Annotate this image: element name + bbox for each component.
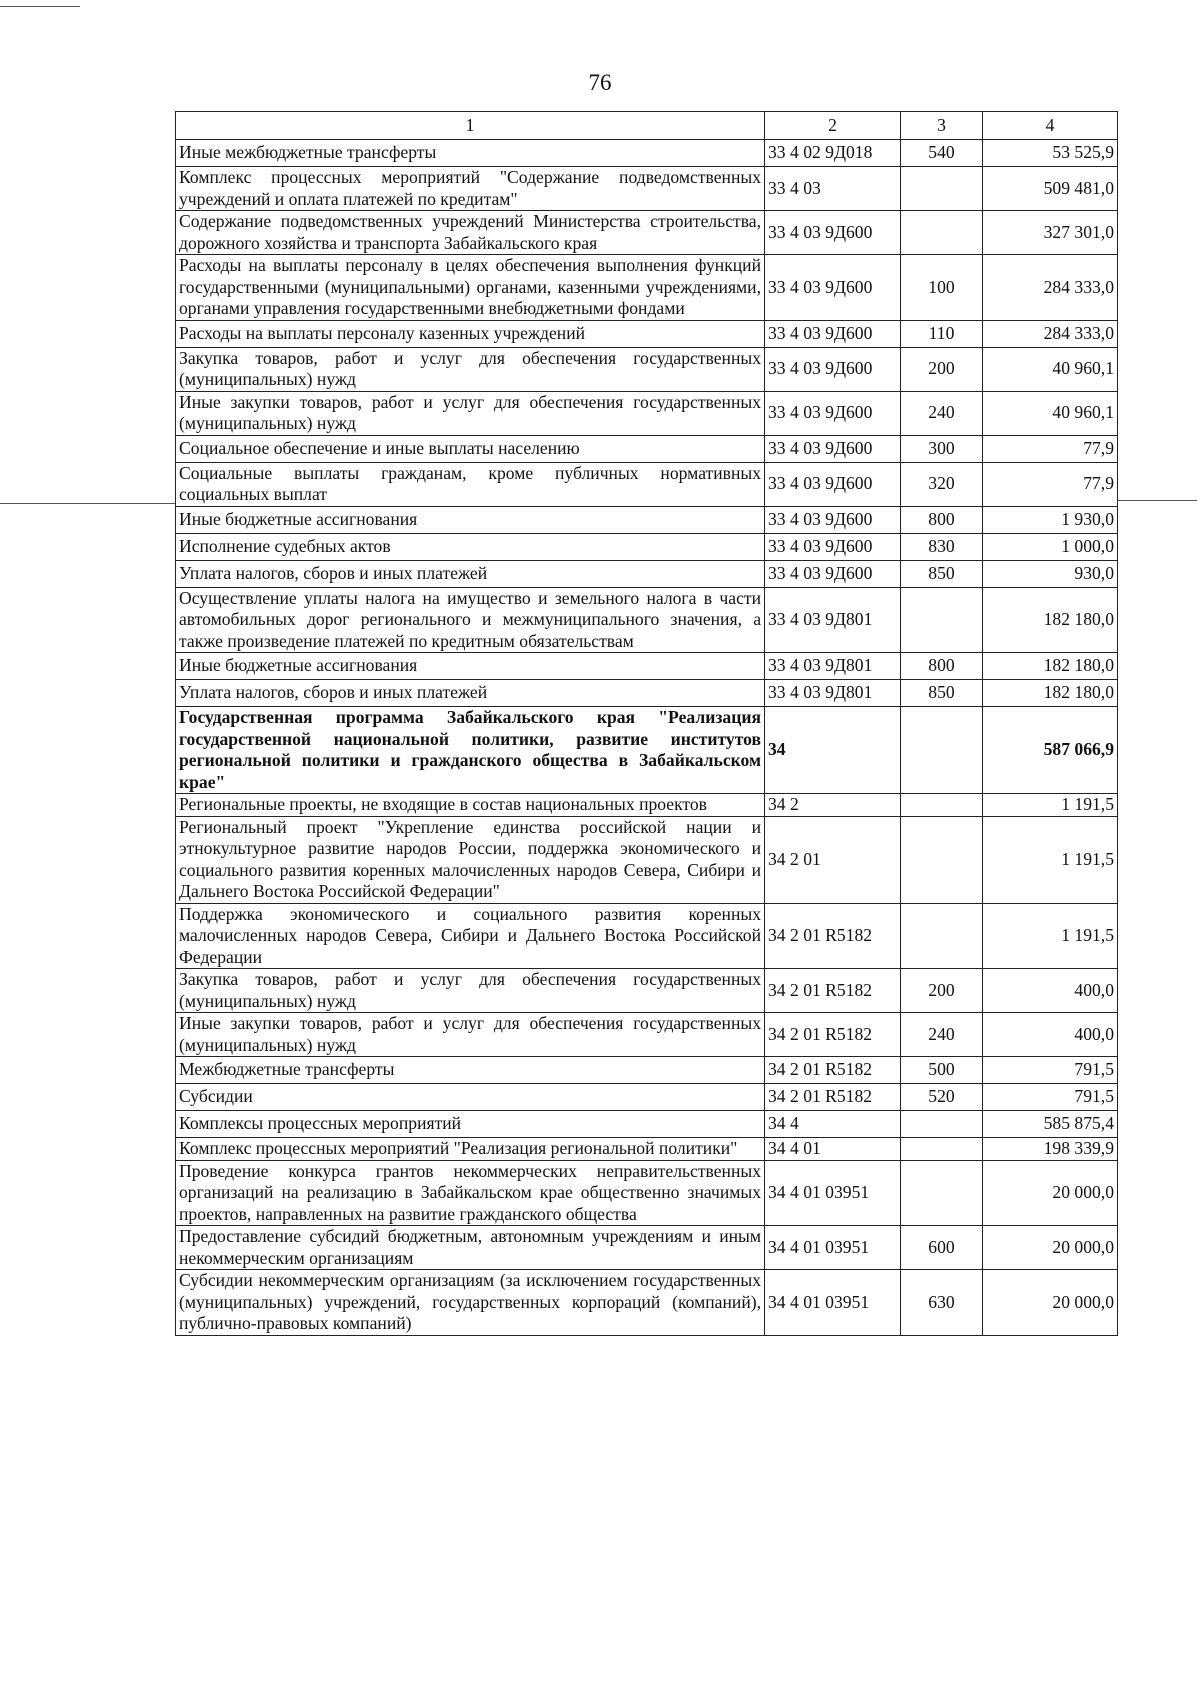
table-row [176,347,1118,391]
table-row [176,653,1118,680]
row-amount: 284 333,0 [983,255,1118,321]
row-amount: 509 481,0 [983,167,1118,211]
row-amount: 791,5 [983,1057,1118,1084]
row-amount: 77,9 [983,435,1118,462]
row-code: 33 4 03 [765,167,901,211]
table-row [176,560,1118,587]
row-expense-type [901,211,983,255]
row-expense-type [901,816,983,903]
row-code: 33 4 03 9Д801 [765,587,901,653]
row-expense-type: 520 [901,1084,983,1111]
row-amount: 182 180,0 [983,653,1118,680]
row-description: Региональные проекты, не входящие в состав национальных проектов [176,794,765,817]
row-expense-type [901,707,983,794]
column-header-description: 1 [176,112,765,140]
row-expense-type: 600 [901,1226,983,1270]
row-code: 34 4 01 03951 [765,1226,901,1270]
table-row [176,255,1118,321]
row-code: 33 4 03 9Д600 [765,462,901,506]
row-code: 33 4 03 9Д801 [765,680,901,707]
row-expense-type: 630 [901,1270,983,1336]
row-code: 33 4 03 9Д600 [765,506,901,533]
table-row [176,1057,1118,1084]
row-description: Проведение конкурса грантов некоммерческих неправительственных организаций на реализацию в Забайкальском крае общественно значимых проектов, направленных на развитие гражданского общества [176,1160,765,1226]
row-description: Исполнение судебных актов [176,533,765,560]
table-row [176,1013,1118,1057]
row-code: 34 2 01 [765,816,901,903]
table-row [176,903,1118,969]
row-description: Субсидии некоммерческим организациям (за исключением государственных (муниципальных) учреждений, государственных корпораций (компаний), публично-правовых компаний) [176,1270,765,1336]
row-description: Содержание подведомственных учреждений Министерства строительства, дорожного хозяйства и транспорта Забайкальского края [176,211,765,255]
row-description: Иные бюджетные ассигнования [176,506,765,533]
table-row [176,1084,1118,1111]
row-expense-type: 540 [901,140,983,167]
scan-mark [0,6,80,7]
row-description: Иные закупки товаров, работ и услуг для обеспечения государственных (муниципальных) нужд [176,1013,765,1057]
row-code: 33 4 03 9Д600 [765,211,901,255]
row-description: Поддержка экономического и социального развития коренных малочисленных народов Севера, Сибири и Дальнего Востока Российской Федерации [176,903,765,969]
row-description: Комплексы процессных мероприятий [176,1111,765,1138]
row-description: Комплекс процессных мероприятий "Реализация региональной политики" [176,1138,765,1161]
row-amount: 40 960,1 [983,347,1118,391]
row-amount: 198 339,9 [983,1138,1118,1161]
table-row [176,533,1118,560]
row-expense-type: 850 [901,560,983,587]
row-amount: 930,0 [983,560,1118,587]
row-code: 34 2 01 R5182 [765,969,901,1013]
row-code: 34 4 [765,1111,901,1138]
row-description: Осуществление уплаты налога на имущество и земельного налога в части автомобильных дорог регионального и межмуниципального значения, а также произведение платежей по кредитным обязательствам [176,587,765,653]
row-expense-type: 240 [901,391,983,435]
row-amount: 40 960,1 [983,391,1118,435]
row-expense-type: 200 [901,969,983,1013]
row-code: 33 4 03 9Д600 [765,255,901,321]
row-code: 33 4 03 9Д600 [765,347,901,391]
row-amount: 182 180,0 [983,587,1118,653]
row-amount: 284 333,0 [983,320,1118,347]
table-row [176,680,1118,707]
row-code: 34 [765,707,901,794]
row-amount: 20 000,0 [983,1226,1118,1270]
row-amount: 791,5 [983,1084,1118,1111]
row-amount: 77,9 [983,462,1118,506]
row-description: Расходы на выплаты персоналу в целях обеспечения выполнения функций государственными (муниципальными) органами, казенными учреждениями, органами управления государственными внебюджетными фондами [176,255,765,321]
row-description: Иные бюджетные ассигнования [176,653,765,680]
row-code: 34 4 01 03951 [765,1160,901,1226]
row-amount: 1 191,5 [983,903,1118,969]
row-description: Уплата налогов, сборов и иных платежей [176,680,765,707]
row-code: 33 4 03 9Д600 [765,391,901,435]
row-code: 34 2 01 R5182 [765,1057,901,1084]
table-row [176,167,1118,211]
row-expense-type [901,587,983,653]
row-code: 34 4 01 03951 [765,1270,901,1336]
row-description: Закупка товаров, работ и услуг для обеспечения государственных (муниципальных) нужд [176,347,765,391]
row-code: 34 4 01 [765,1138,901,1161]
row-description: Государственная программа Забайкальского края "Реализация государственной национальной политики, развитие институтов региональной политики и гражданского общества в Забайкальском крае" [176,707,765,794]
row-expense-type: 300 [901,435,983,462]
row-amount: 20 000,0 [983,1160,1118,1226]
row-amount: 587 066,9 [983,707,1118,794]
scan-mark [0,503,175,504]
page-number: 76 [588,70,612,95]
row-code: 33 4 03 9Д801 [765,653,901,680]
row-amount: 400,0 [983,1013,1118,1057]
row-code: 34 2 01 R5182 [765,1084,901,1111]
row-description: Уплата налогов, сборов и иных платежей [176,560,765,587]
table-row [176,969,1118,1013]
table-row [176,1138,1118,1161]
budget-table [175,111,1118,1336]
row-expense-type: 800 [901,506,983,533]
column-header-amount: 4 [983,112,1118,140]
row-code: 33 4 02 9Д018 [765,140,901,167]
row-expense-type: 850 [901,680,983,707]
row-expense-type: 200 [901,347,983,391]
row-expense-type [901,1138,983,1161]
row-expense-type [901,903,983,969]
scan-mark [1117,500,1197,501]
table-row [176,816,1118,903]
row-code: 33 4 03 9Д600 [765,560,901,587]
column-header-expense-type: 3 [901,112,983,140]
table-row [176,1160,1118,1226]
row-description: Субсидии [176,1084,765,1111]
row-description: Межбюджетные трансферты [176,1057,765,1084]
table-body [176,140,1118,1336]
row-expense-type: 240 [901,1013,983,1057]
table-row [176,1111,1118,1138]
row-description: Иные межбюджетные трансферты [176,140,765,167]
row-code: 33 4 03 9Д600 [765,533,901,560]
row-code: 33 4 03 9Д600 [765,435,901,462]
row-amount: 20 000,0 [983,1270,1118,1336]
row-description: Расходы на выплаты персоналу казенных учреждений [176,320,765,347]
row-code: 34 2 01 R5182 [765,903,901,969]
row-expense-type: 110 [901,320,983,347]
row-description: Иные закупки товаров, работ и услуг для обеспечения государственных (муниципальных) нужд [176,391,765,435]
row-code: 33 4 03 9Д600 [765,320,901,347]
row-code: 34 2 01 R5182 [765,1013,901,1057]
row-amount: 327 301,0 [983,211,1118,255]
row-expense-type: 800 [901,653,983,680]
table-row [176,1226,1118,1270]
row-expense-type [901,167,983,211]
row-expense-type: 830 [901,533,983,560]
row-expense-type [901,794,983,817]
row-amount: 400,0 [983,969,1118,1013]
row-description: Региональный проект "Укрепление единства российской нации и этнокультурное развитие народов России, поддержка экономического и социального развития коренных малочисленных народов Севера, Сибири и Дальнего Востока Российской Федерации" [176,816,765,903]
row-description: Комплекс процессных мероприятий "Содержание подведомственных учреждений и оплата платежей по кредитам" [176,167,765,211]
row-amount: 1 930,0 [983,506,1118,533]
table-row [176,320,1118,347]
row-code: 34 2 [765,794,901,817]
row-amount: 53 525,9 [983,140,1118,167]
table-row [176,707,1118,794]
row-expense-type: 500 [901,1057,983,1084]
row-amount: 1 191,5 [983,794,1118,817]
row-expense-type: 100 [901,255,983,321]
table-row [176,1270,1118,1336]
row-amount: 1 191,5 [983,816,1118,903]
row-description: Социальное обеспечение и иные выплаты населению [176,435,765,462]
row-description: Предоставление субсидий бюджетным, автономным учреждениям и иным некоммерческим организациям [176,1226,765,1270]
row-amount: 1 000,0 [983,533,1118,560]
table-row [176,140,1118,167]
row-amount: 182 180,0 [983,680,1118,707]
table-row [176,211,1118,255]
row-description: Социальные выплаты гражданам, кроме публичных нормативных социальных выплат [176,462,765,506]
row-description: Закупка товаров, работ и услуг для обеспечения государственных (муниципальных) нужд [176,969,765,1013]
row-expense-type [901,1160,983,1226]
row-amount: 585 875,4 [983,1111,1118,1138]
table-row [176,794,1118,817]
table-row [176,506,1118,533]
column-header-code: 2 [765,112,901,140]
table-row [176,462,1118,506]
table-row [176,435,1118,462]
table-header-row [176,112,1118,140]
table-row [176,587,1118,653]
row-expense-type [901,1111,983,1138]
table-row [176,391,1118,435]
row-expense-type: 320 [901,462,983,506]
